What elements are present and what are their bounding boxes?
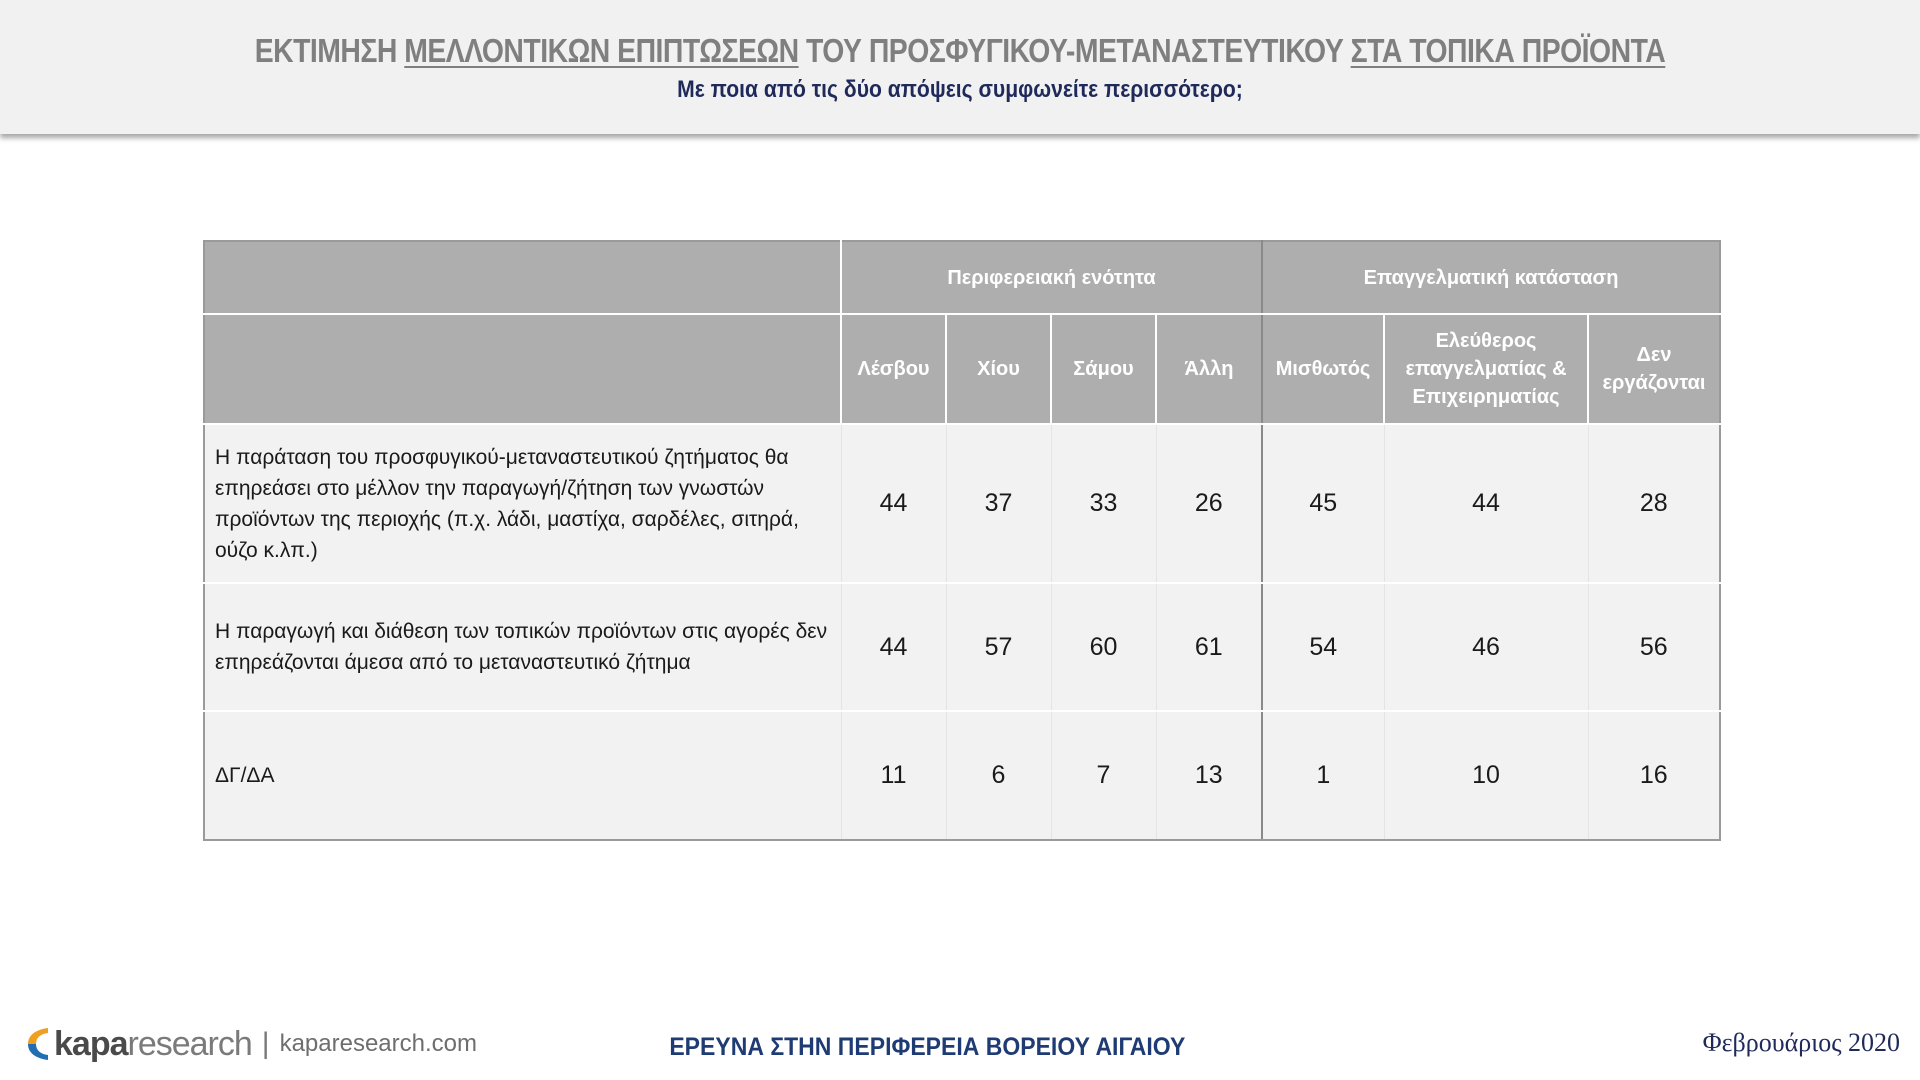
- column-header: Χίου: [946, 314, 1051, 424]
- column-header-row: [204, 314, 1720, 424]
- table-cell: 60: [1051, 583, 1156, 711]
- table-cell: 44: [841, 424, 946, 583]
- website-text: kaparesearch.com: [279, 1030, 478, 1057]
- empty-label-header: [204, 314, 841, 424]
- table-cell: 16: [1588, 711, 1720, 840]
- logo-text-light: research: [127, 1024, 252, 1063]
- table-cell: 45: [1262, 424, 1384, 583]
- table-cell: 44: [1384, 424, 1588, 583]
- column-header: Σάμου: [1051, 314, 1156, 424]
- table-cell: 6: [946, 711, 1051, 840]
- header-bar: [0, 0, 1920, 134]
- table-cell: 61: [1156, 583, 1262, 711]
- row-label: ΔΓ/ΔΑ: [204, 711, 841, 840]
- page-title: [134, 32, 1785, 70]
- table-cell: 44: [841, 583, 946, 711]
- column-header: Δεν εργάζονται: [1588, 314, 1720, 424]
- table-cell: 28: [1588, 424, 1720, 583]
- table-cell: 10: [1384, 711, 1588, 840]
- survey-date: Φεβρουάριος 2020: [1702, 1028, 1900, 1057]
- logo-text-bold: kapa: [54, 1024, 128, 1063]
- table-cell: 7: [1051, 711, 1156, 840]
- table-cell: 11: [841, 711, 946, 840]
- group-header-row: [204, 241, 1720, 314]
- table-row: [204, 424, 1720, 583]
- page-subtitle: Με ποια από τις δύο απόψεις συμφωνείτε περισσότερο;: [677, 76, 1243, 103]
- logo-separator: |: [261, 1027, 270, 1060]
- title-part-2: ΜΕΛΛΟΝΤΙΚΩΝ ΕΠΙΠΤΩΣΕΩΝ: [404, 32, 799, 69]
- row-label: Η παραγωγή και διάθεση των τοπικών προϊόντων στις αγορές δεν επηρεάζονται άμεσα από το μεταναστευτικό ζήτημα: [204, 583, 841, 711]
- survey-caption: ΕΡΕΥΝΑ ΣΤΗΝ ΠΕΡΙΦΕΡΕΙΑ ΒΟΡΕΙΟΥ ΑΙΓΑΙΟΥ: [669, 1033, 1186, 1061]
- table-row: [204, 583, 1720, 711]
- table-cell: 57: [946, 583, 1051, 711]
- table-cell: 56: [1588, 583, 1720, 711]
- column-header: Μισθωτός: [1262, 314, 1384, 424]
- title-part-1: ΕΚΤΙΜΗΣΗ: [254, 32, 405, 69]
- table-cell: 33: [1051, 424, 1156, 583]
- title-part-3: ΤΟΥ ΠΡΟΣΦΥΓΙΚΟΥ-ΜΕΤΑΝΑΣΤΕΥΤΙΚΟΥ: [798, 32, 1351, 69]
- column-header: Ελεύθερος επαγγελματίας & Επιχειρηματίας: [1384, 314, 1588, 424]
- row-label: Η παράταση του προσφυγικού-μεταναστευτικού ζητήματος θα επηρεάσει στο μέλλον την παραγωγή/ζήτηση των γνωστών προϊόντων της περιοχής (π.χ. λάδι, μαστίχα, σαρδέλες, σιτηρά, ούζο κ.λπ.): [204, 424, 841, 583]
- table-row: [204, 711, 1720, 840]
- group-header-employment: Επαγγελματική κατάσταση: [1262, 241, 1720, 314]
- table-cell: 54: [1262, 583, 1384, 711]
- group-header-region: Περιφερειακή ενότητα: [841, 241, 1262, 314]
- results-table: [203, 240, 1721, 841]
- table-cell: 26: [1156, 424, 1262, 583]
- table-cell: 46: [1384, 583, 1588, 711]
- column-header: Λέσβου: [841, 314, 946, 424]
- column-header: Άλλη: [1156, 314, 1262, 424]
- table-cell: 13: [1156, 711, 1262, 840]
- title-part-4: ΣΤΑ ΤΟΠΙΚΑ ΠΡΟΪΟΝΤΑ: [1350, 32, 1666, 69]
- table-cell: 37: [946, 424, 1051, 583]
- empty-corner-cell: [204, 241, 841, 314]
- table-cell: 1: [1262, 711, 1384, 840]
